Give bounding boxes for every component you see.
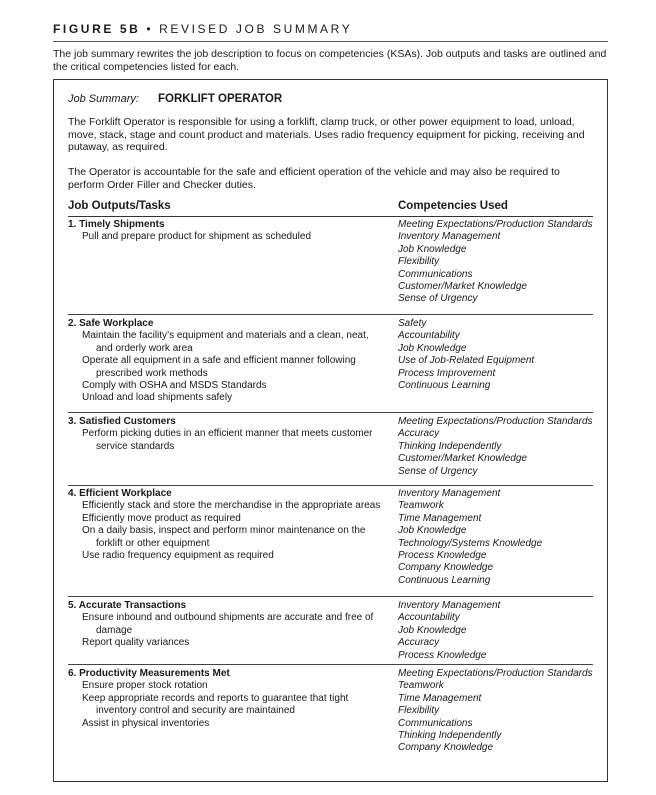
- job-title: FORKLIFT OPERATOR: [158, 93, 283, 105]
- job-summary-header: [68, 93, 282, 105]
- competency-item: Process Knowledge: [398, 550, 487, 562]
- section-title: 3. Satisfied Customers: [68, 416, 176, 427]
- competency-item: Accuracy: [398, 637, 440, 649]
- competency-item: Time Management: [398, 512, 482, 524]
- task-item: Keep appropriate records and reports to guarantee that tight inventory control and security are maintained: [82, 692, 349, 717]
- section-outputs: [68, 668, 386, 730]
- task-item: Efficiently move product as required: [82, 512, 241, 524]
- competency-item: Job Knowledge: [398, 342, 467, 354]
- section-title: 2. Safe Workplace: [68, 318, 154, 329]
- competencies-column-header: Competencies Used: [398, 200, 508, 212]
- section-divider: [68, 485, 593, 486]
- section-divider: [68, 412, 593, 413]
- task-item: Pull and prepare product for shipment as scheduled: [82, 231, 312, 243]
- competency-item: Accountability: [398, 330, 460, 342]
- task-item: Efficiently stack and store the merchandise in the appropriate areas: [82, 500, 381, 512]
- section-competencies: [398, 318, 598, 392]
- section-title: 4. Efficient Workplace: [68, 488, 172, 499]
- competency-item: Meeting Expectations/Production Standards: [398, 668, 593, 679]
- intro-text: The job summary rewrites the job description to focus on competencies (KSAs). Job outputs and tasks are outlined and the critical competencies listed for each.: [53, 48, 607, 73]
- competency-item: Meeting Expectations/Production Standards: [398, 219, 593, 230]
- section-outputs: [68, 416, 386, 453]
- competency-item: Sense of Urgency: [398, 465, 478, 477]
- competency-item: Thinking Independently: [398, 730, 502, 742]
- task-item: Use radio frequency equipment as required: [82, 550, 274, 562]
- section-outputs: [68, 600, 386, 650]
- competency-item: Job Knowledge: [398, 243, 467, 255]
- section-divider: [68, 314, 593, 315]
- competency-item: Inventory Management: [398, 488, 501, 499]
- task-item: Ensure inbound and outbound shipments are accurate and free of damage: [82, 612, 374, 636]
- competency-item: Job Knowledge: [398, 525, 467, 537]
- section-competencies: [398, 488, 598, 587]
- competency-item: Meeting Expectations/Production Standards: [398, 416, 593, 427]
- competency-item: Technology/Systems Knowledge: [398, 537, 543, 549]
- figure-title: [53, 22, 352, 36]
- competency-item: Process Improvement: [398, 367, 496, 379]
- competency-item: Time Management: [398, 692, 482, 704]
- competency-item: Inventory Management: [398, 600, 501, 611]
- figure-rule: [53, 41, 608, 42]
- competency-item: Company Knowledge: [398, 742, 494, 754]
- job-summary-label: Job Summary:: [68, 93, 139, 105]
- task-item: Unload and load shipments safely: [82, 392, 233, 404]
- section-outputs: [68, 488, 386, 562]
- summary-paragraph-1: The Forklift Operator is responsible for using a forklift, clamp truck, or other power equipment to load, unload, move, stack, stage and count product and materials. Uses radio frequency equipment for picking, receiving and putaway, as required.: [68, 116, 585, 154]
- competency-item: Inventory Management: [398, 231, 501, 243]
- task-item: Comply with OSHA and MSDS Standards: [82, 380, 267, 392]
- outputs-column-header: Job Outputs/Tasks: [68, 200, 171, 212]
- competency-item: Sense of Urgency: [398, 293, 478, 305]
- competency-item: Accountability: [398, 612, 460, 624]
- competency-item: Process Knowledge: [398, 649, 487, 661]
- task-item: Operate all equipment in a safe and efficient manner following prescribed work methods: [82, 355, 356, 379]
- job-summary-box: [53, 79, 608, 782]
- section-title: 1. Timely Shipments: [68, 219, 165, 230]
- task-item: Perform picking duties in an efficient manner that meets customer service standards: [82, 428, 373, 452]
- section-title: 6. Productivity Measurements Met: [68, 668, 230, 679]
- competency-item: Company Knowledge: [398, 562, 494, 574]
- task-item: Assist in physical inventories: [82, 717, 210, 729]
- section-outputs: [68, 318, 386, 405]
- competency-item: Accuracy: [398, 428, 440, 440]
- figure-label: FIGURE 5B: [53, 22, 141, 36]
- competency-item: Thinking Independently: [398, 440, 502, 452]
- figure-heading: REVISED JOB SUMMARY: [159, 22, 353, 36]
- competency-item: Continuous Learning: [398, 380, 491, 392]
- section-title: 5. Accurate Transactions: [68, 600, 187, 611]
- section-competencies: [398, 668, 598, 755]
- competency-item: Flexibility: [398, 705, 440, 717]
- competency-item: Teamwork: [398, 680, 444, 692]
- task-item: Ensure proper stock rotation: [82, 680, 208, 692]
- section-divider: [68, 664, 593, 665]
- section-competencies: [398, 600, 598, 662]
- competency-item: Customer/Market Knowledge: [398, 281, 527, 293]
- competency-item: Safety: [398, 318, 427, 329]
- task-item: On a daily basis, inspect and perform minor maintenance on the forklift or other equipment: [82, 525, 366, 549]
- competency-item: Flexibility: [398, 256, 440, 268]
- competency-item: Communications: [398, 268, 473, 280]
- section-competencies: [398, 219, 598, 306]
- task-item: Maintain the facility’s equipment and materials and a clean, neat, and orderly work area: [82, 330, 369, 354]
- competency-item: Teamwork: [398, 500, 444, 512]
- task-item: Report quality variances: [82, 637, 190, 649]
- competency-item: Communications: [398, 717, 473, 729]
- competency-item: Use of Job-Related Equipment: [398, 355, 535, 367]
- section-competencies: [398, 416, 598, 478]
- competency-item: Customer/Market Knowledge: [398, 453, 527, 465]
- competency-item: Job Knowledge: [398, 624, 467, 636]
- competency-item: Continuous Learning: [398, 574, 491, 586]
- section-divider: [68, 596, 593, 597]
- section-outputs: [68, 219, 386, 244]
- figure-separator: •: [146, 22, 154, 36]
- header-rule: [68, 216, 593, 217]
- summary-paragraph-2: The Operator is accountable for the safe and efficient operation of the vehicle and may also be required to perform Order Filler and Checker duties.: [68, 166, 560, 191]
